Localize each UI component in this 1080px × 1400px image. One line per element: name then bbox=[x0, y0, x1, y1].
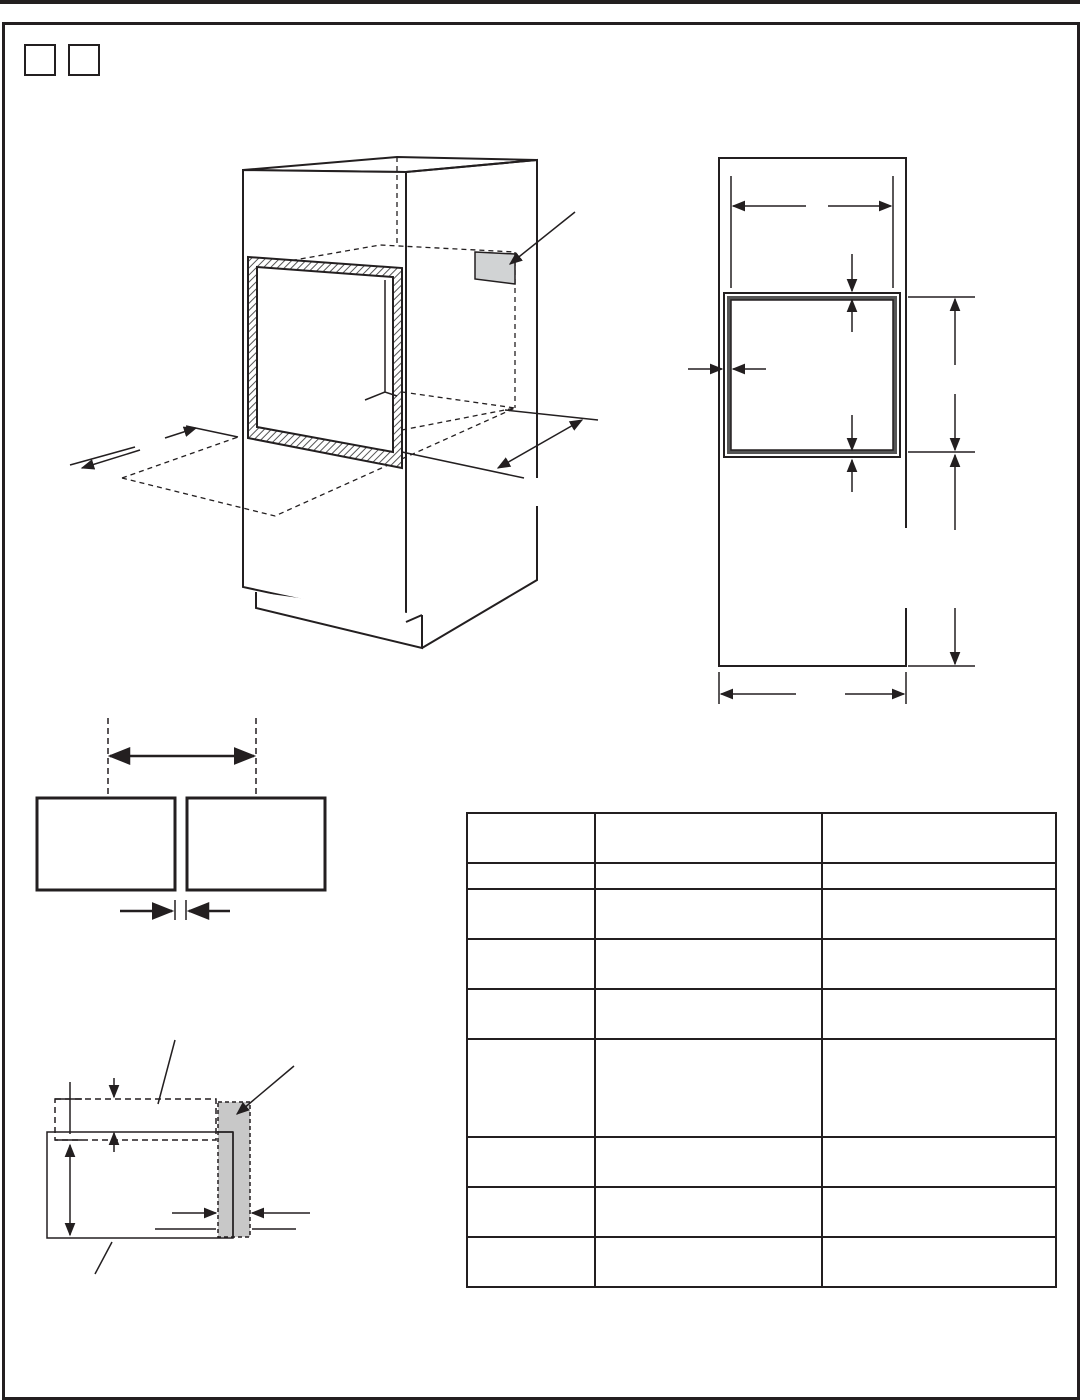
table-cell bbox=[467, 889, 595, 939]
table-cell bbox=[822, 1039, 1056, 1137]
table-cell bbox=[467, 989, 595, 1039]
side-by-side-detail bbox=[37, 718, 325, 920]
table-cell bbox=[822, 1137, 1056, 1187]
table-row bbox=[467, 863, 1056, 889]
unit-left bbox=[37, 798, 175, 890]
elevation-cutout bbox=[724, 293, 900, 457]
table-row bbox=[467, 1039, 1056, 1137]
table-cell bbox=[467, 863, 595, 889]
table-row bbox=[467, 1187, 1056, 1237]
table-cell bbox=[595, 1187, 822, 1237]
table-row bbox=[467, 1137, 1056, 1187]
table-cell bbox=[822, 939, 1056, 989]
table-cell bbox=[595, 863, 822, 889]
cabinet-isometric bbox=[243, 157, 537, 648]
unit-right bbox=[187, 798, 325, 890]
table-header-cell bbox=[467, 813, 595, 863]
table-row bbox=[467, 1237, 1056, 1287]
junction-box-leader bbox=[510, 212, 575, 264]
table-cell bbox=[595, 939, 822, 989]
table-cell bbox=[595, 1237, 822, 1287]
table-header-cell bbox=[822, 813, 1056, 863]
table-cell bbox=[595, 1137, 822, 1187]
table-row bbox=[467, 889, 1056, 939]
table-cell bbox=[467, 939, 595, 989]
table-cell bbox=[595, 989, 822, 1039]
table-cell bbox=[595, 1039, 822, 1137]
table-cell bbox=[467, 1137, 595, 1187]
table-cell bbox=[822, 989, 1056, 1039]
table-cell bbox=[822, 889, 1056, 939]
table-row bbox=[467, 939, 1056, 989]
table-cell bbox=[822, 1237, 1056, 1287]
cabinet-side bbox=[406, 160, 537, 478]
spec-table bbox=[466, 812, 1057, 1288]
table-header-cell bbox=[595, 813, 822, 863]
side-panel bbox=[218, 1102, 250, 1237]
table-cell bbox=[595, 889, 822, 939]
table-cell bbox=[467, 1237, 595, 1287]
front-elevation bbox=[719, 158, 906, 666]
side-depth-arrow bbox=[498, 420, 582, 468]
table-row bbox=[467, 989, 1056, 1039]
depth-arrow-right bbox=[165, 428, 196, 438]
cabinet-side-lower bbox=[422, 506, 537, 648]
table-header-row bbox=[467, 813, 1056, 863]
table-cell bbox=[467, 1039, 595, 1137]
table-cell bbox=[467, 1187, 595, 1237]
cabinet-front bbox=[243, 170, 406, 622]
side-profile-detail bbox=[47, 1040, 310, 1274]
junction-box bbox=[475, 252, 515, 284]
table-cell bbox=[822, 863, 1056, 889]
table-cell bbox=[822, 1187, 1056, 1237]
